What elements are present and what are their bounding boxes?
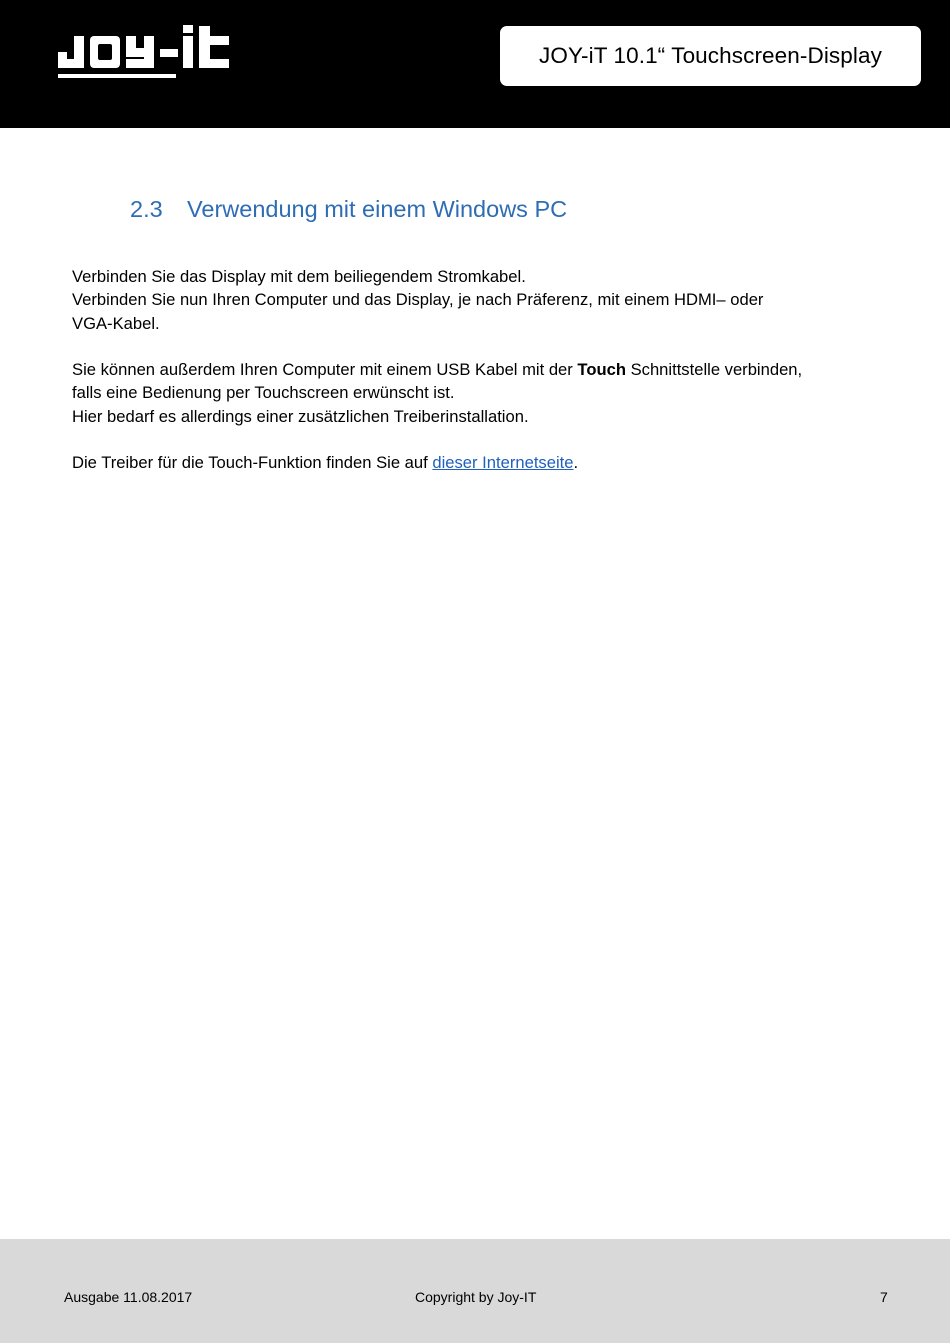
paragraph-line [72,358,862,381]
document-title: JOY-iT 10.1“ Touchscreen-Display [539,43,882,68]
section-heading [130,196,567,230]
body-text [72,265,862,498]
text-run: Die Treiber für die Touch-Funktion finden Sie auf [72,453,433,473]
text-run: Schnittstelle verbinden, [625,360,803,380]
paragraph-line: VGA-Kabel. [72,313,160,333]
paragraph-line [72,451,862,474]
joy-it-logo [56,22,232,84]
text-run: Sie können außerdem Ihren Computer mit einem USB Kabel mit der [72,360,578,380]
paragraph-driver [72,451,862,474]
section-number: 2.3 [130,196,163,222]
page-header [0,0,950,128]
paragraph-line: Verbinden Sie nun Ihren Computer und das Display, je nach Präferenz, mit einem HDMI– oder [72,290,764,310]
paragraph-line: Verbinden Sie das Display mit dem beiliegendem Stromkabel. [72,267,526,286]
paragraph-connection [72,265,862,335]
section-title: Verwendung mit einem Windows PC [187,196,568,222]
paragraph-line: falls eine Bedienung per Touchscreen erwünscht ist. [72,383,455,403]
footer-copyright: Copyright by Joy-IT [415,1289,537,1305]
driver-website-link[interactable]: dieser Internetseite [432,453,574,473]
paragraph-line: Hier bedarf es allerdings einer zusätzlichen Treiberinstallation. [72,406,529,426]
footer-edition: Ausgabe 11.08.2017 [64,1289,193,1305]
document-title-box [500,26,921,86]
page-number: 7 [880,1289,888,1305]
page-footer [0,1239,950,1343]
text-run: . [573,453,579,473]
bold-touch-term: Touch [577,360,626,380]
paragraph-usb-touch [72,358,862,428]
